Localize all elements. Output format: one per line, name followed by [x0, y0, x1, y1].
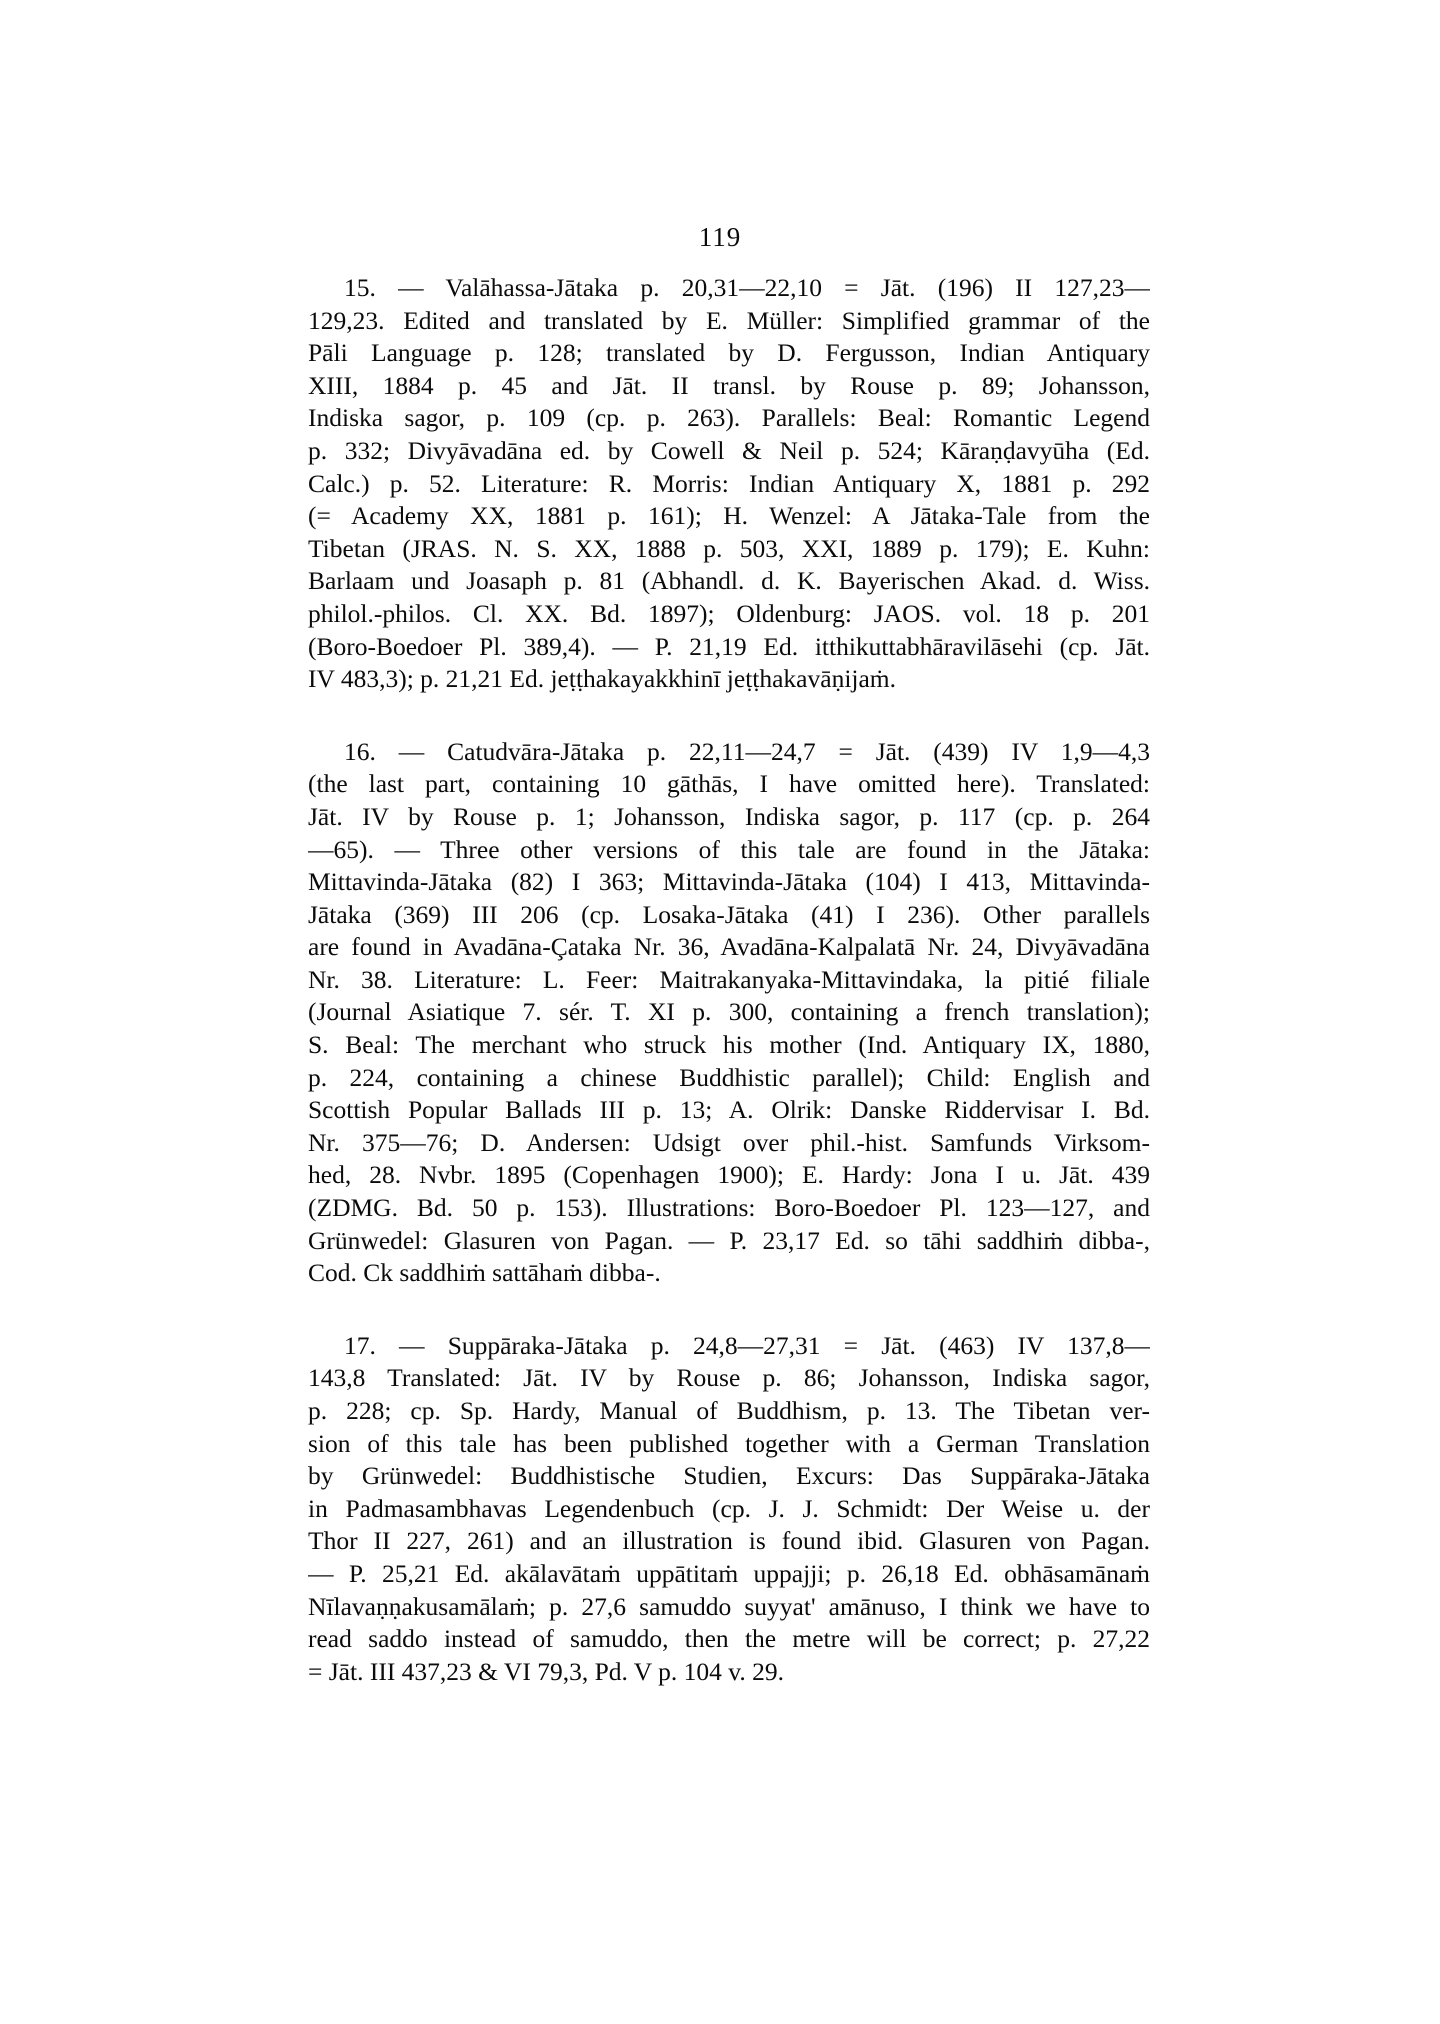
- text-line: Indiska sagor, p. 109 (cp. p. 263). Parallels: Beal: Romantic Legend: [308, 403, 1150, 433]
- text-line: Nr. 38. Literature: L. Feer: Maitrakanyaka-Mittavindaka, la pitié filiale: [308, 964, 1150, 994]
- text-line: = Jāt. III 437,23 & VI 79,3, Pd. V p. 104 v. 29.: [308, 1656, 784, 1686]
- text-line: (Boro-Boedoer Pl. 389,4). — P. 21,19 Ed. itthikuttabhāravilāsehi (cp. Jāt.: [308, 631, 1150, 661]
- text-line: Thor II 227, 261) and an illustration is found ibid. Glasuren von Pagan.: [308, 1526, 1150, 1556]
- entries: [308, 272, 1150, 1728]
- page-number: 119: [698, 222, 742, 252]
- text-line: XIII, 1884 p. 45 and Jāt. II transl. by Rouse p. 89; Johansson,: [308, 370, 1150, 400]
- text-line: by Grünwedel: Buddhistische Studien, Excurs: Das Suppāraka-Jātaka: [308, 1461, 1150, 1491]
- text-line: Cod. Ck saddhiṁ sattāhaṁ dibba-.: [308, 1258, 661, 1288]
- text-line: Grünwedel: Glasuren von Pagan. — P. 23,17 Ed. so tāhi saddhiṁ dibba-,: [308, 1225, 1150, 1255]
- text-line: Tibetan (JRAS. N. S. XX, 1888 p. 503, XXI, 1889 p. 179); E. Kuhn:: [308, 533, 1150, 563]
- text-line: Pāli Language p. 128; translated by D. Fergusson, Indian Antiquary: [308, 338, 1150, 368]
- text-line: Nīlavaṇṇakusamālaṁ; p. 27,6 samuddo suyyat' amānuso, I think we have to: [308, 1591, 1150, 1621]
- text-line: are found in Avadāna-Çataka Nr. 36, Avadāna-Kalpalatā Nr. 24, Divyāvadāna: [308, 932, 1150, 962]
- text-line: — P. 25,21 Ed. akālavātaṁ uppātitaṁ uppajji; p. 26,18 Ed. obhāsamānaṁ: [308, 1558, 1150, 1588]
- text-line: hed, 28. Nvbr. 1895 (Copenhagen 1900); E. Hardy: Jona I u. Jāt. 439: [308, 1160, 1150, 1190]
- text-line: 16. — Catudvāra-Jātaka p. 22,11—24,7 = Jāt. (439) IV 1,9—4,3: [344, 736, 1150, 766]
- text-line: 129,23. Edited and translated by E. Müller: Simplified grammar of the: [308, 305, 1150, 335]
- text-line: Barlaam und Joasaph p. 81 (Abhandl. d. K. Bayerischen Akad. d. Wiss.: [308, 566, 1150, 596]
- text-line: read saddo instead of samuddo, then the metre will be correct; p. 27,22: [308, 1624, 1150, 1654]
- text-line: (= Academy XX, 1881 p. 161); H. Wenzel: A Jātaka-Tale from the: [308, 501, 1150, 531]
- text-line: IV 483,3); p. 21,21 Ed. jeṭṭhakayakkhinī jeṭṭhakavāṇijaṁ.: [308, 664, 897, 694]
- text-line: Jātaka (369) III 206 (cp. Losaka-Jātaka (41) I 236). Other parallels: [308, 899, 1150, 929]
- text-line: philol.-philos. Cl. XX. Bd. 1897); Oldenburg: JAOS. vol. 18 p. 201: [308, 598, 1150, 628]
- text-line: (Journal Asiatique 7. sér. T. XI p. 300, containing a french translation);: [308, 997, 1150, 1027]
- text-line: sion of this tale has been published together with a German Translation: [308, 1428, 1150, 1458]
- text-line: (the last part, containing 10 gāthās, I have omitted here). Translated:: [308, 769, 1150, 799]
- text-line: 17. — Suppāraka-Jātaka p. 24,8—27,31 = Jāt. (463) IV 137,8—: [344, 1330, 1150, 1360]
- entry-16: [308, 736, 1150, 1290]
- text-line: Scottish Popular Ballads III p. 13; A. Olrik: Danske Riddervisar I. Bd.: [308, 1095, 1150, 1125]
- text-line: p. 228; cp. Sp. Hardy, Manual of Buddhism, p. 13. The Tibetan ver-: [308, 1396, 1150, 1425]
- text-line: p. 332; Divyāvadāna ed. by Cowell & Neil p. 524; Kāraṇḍavyūha (Ed.: [308, 435, 1150, 465]
- text-line: S. Beal: The merchant who struck his mother (Ind. Antiquary IX, 1880,: [308, 1030, 1150, 1060]
- text-line: 143,8 Translated: Jāt. IV by Rouse p. 86; Johansson, Indiska sagor,: [308, 1363, 1150, 1393]
- text-line: 15. — Valāhassa-Jātaka p. 20,31—22,10 = Jāt. (196) II 127,23—: [344, 273, 1150, 302]
- text-line: —65). — Three other versions of this tale are found in the Jātaka:: [308, 834, 1150, 864]
- text-line: Jāt. IV by Rouse p. 1; Johansson, Indiska sagor, p. 117 (cp. p. 264: [308, 801, 1150, 831]
- text-line: (ZDMG. Bd. 50 p. 153). Illustrations: Boro-Boedoer Pl. 123—127, and: [308, 1193, 1150, 1223]
- text-line: in Padmasambhavas Legendenbuch (cp. J. J. Schmidt: Der Weise u. der: [308, 1493, 1150, 1523]
- text-line: Nr. 375—76; D. Andersen: Udsigt over phil.-hist. Samfunds Virksom-: [308, 1127, 1150, 1157]
- text-line: Calc.) p. 52. Literature: R. Morris: Indian Antiquary X, 1881 p. 292: [308, 468, 1150, 498]
- text-line: p. 224, containing a chinese Buddhistic parallel); Child: English and: [308, 1062, 1150, 1092]
- text-line: Mittavinda-Jātaka (82) I 363; Mittavinda-Jātaka (104) I 413, Mittavinda-: [308, 867, 1150, 897]
- entry-17: [308, 1330, 1150, 1689]
- entry-15: [308, 272, 1150, 696]
